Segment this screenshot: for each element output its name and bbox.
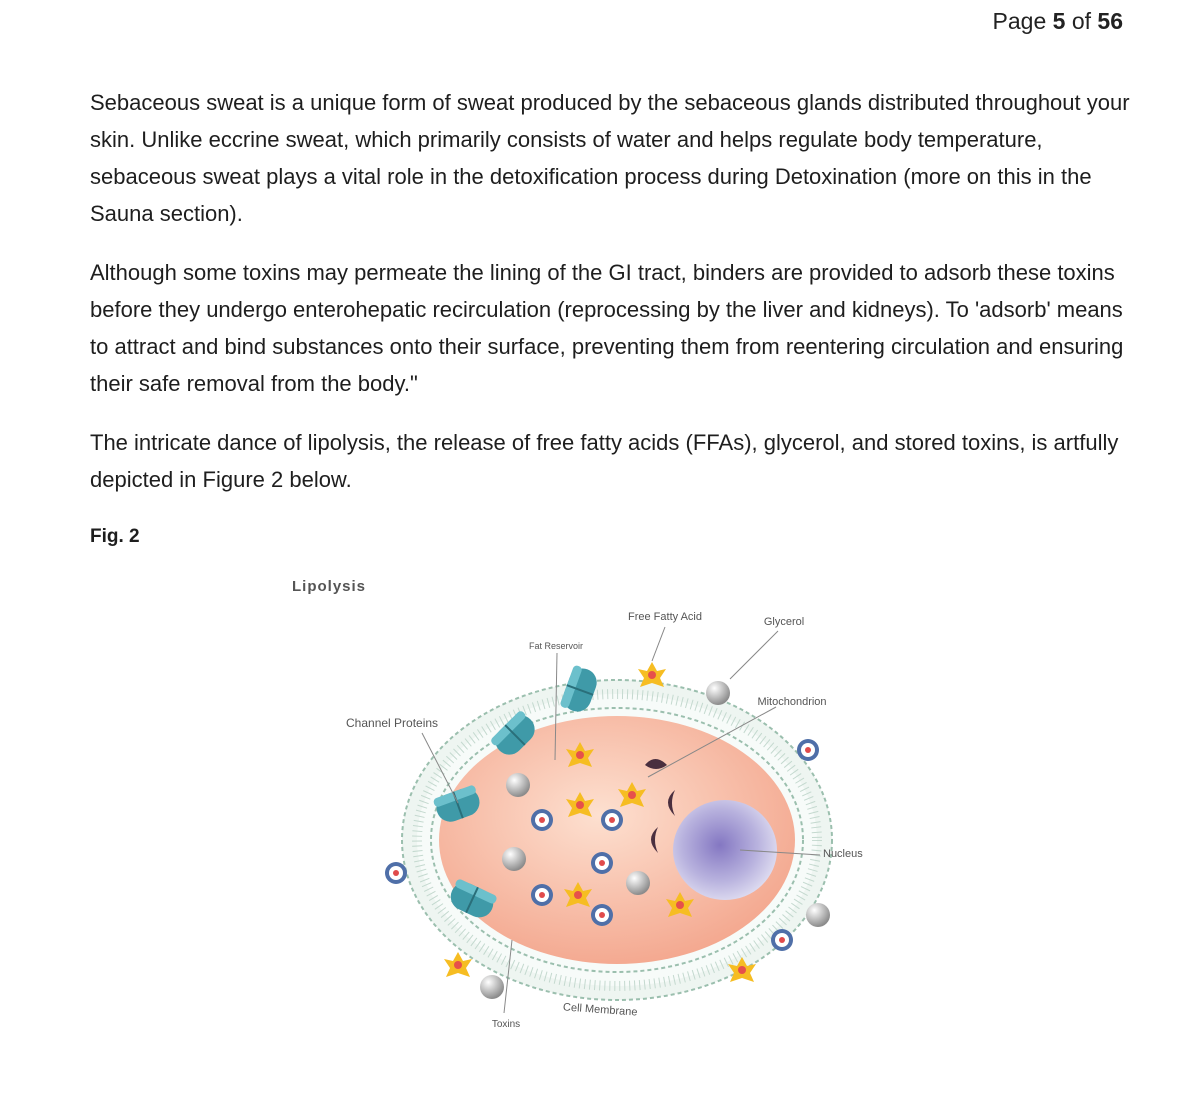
free-fatty-acid: [444, 952, 472, 977]
toxin: [797, 739, 819, 761]
glycerol-sphere: [502, 847, 526, 871]
label-fat-reservoir: Fat Reservoir: [528, 641, 584, 651]
paragraph-binders: Although some toxins may permeate the lining of the GI tract, binders are provided to adsorb these toxins before they undergo enterohepatic recirculation (reprocessing by the liver and kidneys). To 'adsorb' means to attract and bind substances onto their surface, preventing them from reentering circulation and ensuring their safe removal from the body.": [90, 260, 1124, 396]
paragraph-lipolysis: The intricate dance of lipolysis, the release of free fatty acids (FFAs), glycerol, and stored toxins, is artfully depicted in Figure 2 below.: [90, 430, 1119, 492]
page-number: [993, 8, 1123, 35]
nucleus: [673, 800, 777, 900]
glycerol-sphere: [506, 773, 530, 797]
figure-label: Fig. 2: [90, 526, 140, 547]
label-nucleus: Nucleus: [823, 848, 863, 860]
paragraph-sebaceous-sweat: Sebaceous sweat is a unique form of sweat produced by the sebaceous glands distributed throughout your skin. Unlike eccrine sweat, which primarily consists of water and helps regulate body temperature, sebaceous sweat plays a vital role in the detoxification process during Detoxination (more on this in the Sauna section).: [90, 90, 1130, 226]
toxin: [385, 862, 407, 884]
figure-title: Lipolysis: [292, 578, 367, 595]
toxin: [601, 809, 623, 831]
glycerol-sphere: [706, 681, 730, 705]
lipolysis-figure: [280, 565, 900, 1045]
lipolysis-illustration: [280, 565, 900, 1045]
page-of: of: [1071, 8, 1092, 34]
toxin: [591, 904, 613, 926]
page-prefix: Page: [992, 8, 1047, 34]
toxin: [531, 884, 553, 906]
label-channel-proteins: Channel Proteins: [346, 716, 439, 730]
toxin: [531, 809, 553, 831]
label-mitochondrion: Mitochondrion: [757, 696, 827, 708]
page-total: 56: [1097, 8, 1123, 34]
label-free-fatty-acid: Free Fatty Acid: [628, 611, 702, 623]
page-current: 5: [1052, 8, 1066, 34]
glycerol-sphere: [626, 871, 650, 895]
label-cell-membrane: Cell Membrane: [562, 1001, 638, 1019]
glycerol-sphere: [480, 975, 504, 999]
toxin: [591, 852, 613, 874]
label-glycerol: Glycerol: [763, 616, 805, 628]
glycerol-sphere: [806, 903, 830, 927]
label-toxins: Toxins: [491, 1019, 521, 1030]
toxin: [771, 929, 793, 951]
